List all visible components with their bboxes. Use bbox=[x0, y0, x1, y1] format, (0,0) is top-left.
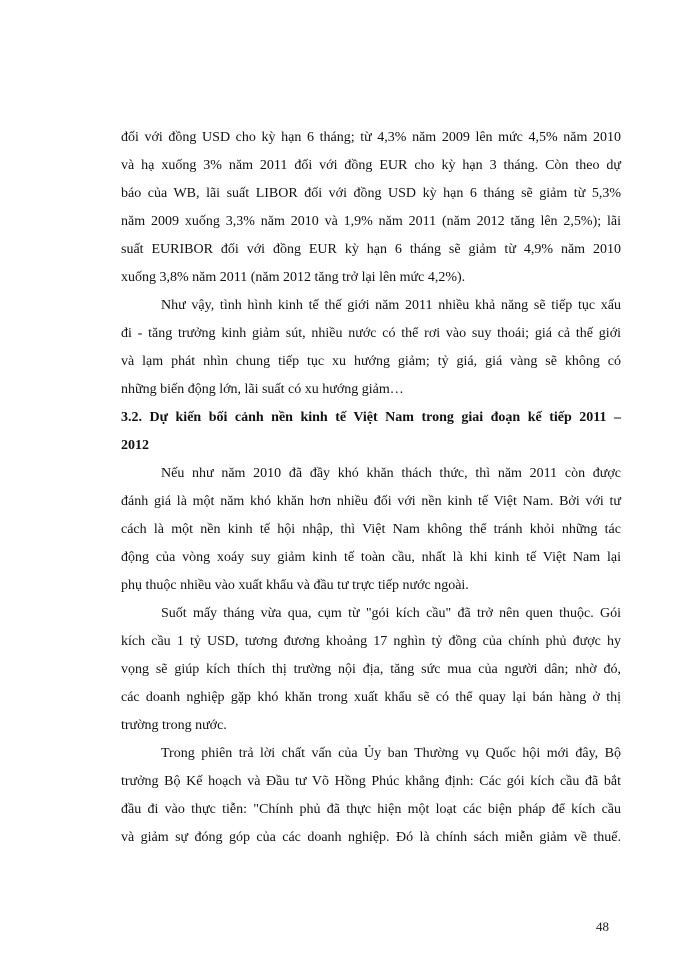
text-line: suất EURIBOR đối với đồng EUR kỳ hạn 6 tháng sẽ giảm từ 4,9% năm 2010 bbox=[121, 242, 621, 257]
text-line: và giảm sự đóng góp của các doanh nghiệp. Đó là chính sách miễn giảm về thuế. bbox=[121, 830, 621, 845]
text-line: đánh giá là một năm khó khăn hơn nhiều đối với nền kinh tế Việt Nam. Bởi với tư bbox=[121, 494, 621, 509]
text-line: cách là một nền kinh tế hội nhập, thì Việt Nam không thể tránh khỏi những tác bbox=[121, 522, 621, 537]
section-heading bbox=[121, 404, 621, 460]
text-line: đầu đi vào thực tiễn: "Chính phủ đã thực hiện một loạt các biện pháp để kích cầu bbox=[121, 802, 621, 817]
text-line: xuống 3,8% năm 2011 (năm 2012 tăng trở lại lên mức 4,2%). bbox=[121, 270, 466, 285]
paragraph-vietnam-challenges bbox=[121, 460, 621, 600]
paragraph-libor-forecast bbox=[121, 124, 621, 292]
text-line: và hạ xuống 3% năm 2011 đối với đồng EUR cho kỳ hạn 3 tháng. Còn theo dự bbox=[121, 158, 621, 173]
text-line: động của vòng xoáy suy giảm kinh tế toàn cầu, nhất là khi kinh tế Việt Nam lại bbox=[121, 550, 621, 565]
text-line: các doanh nghiệp gặp khó khăn trong xuất khẩu sẽ có thể quay lại bán hàng ở thị bbox=[121, 690, 621, 705]
text-line: đi - tăng trưởng kinh giảm sút, nhiều nước có thể rơi vào suy thoái; giá cả thế giới bbox=[121, 326, 621, 341]
text-line: Trong phiên trả lời chất vấn của Ủy ban Thường vụ Quốc hội mới đây, Bộ bbox=[161, 746, 621, 761]
text-line: trường trong nước. bbox=[121, 718, 227, 733]
text-line: Nếu như năm 2010 đã đầy khó khăn thách thức, thì năm 2011 còn được bbox=[161, 466, 621, 481]
paragraph-world-outlook bbox=[121, 292, 621, 404]
text-line: đối với đồng USD cho kỳ hạn 6 tháng; từ 4,3% năm 2009 lên mức 4,5% năm 2010 bbox=[121, 130, 621, 145]
page-number: 48 bbox=[596, 919, 609, 934]
paragraph-minister-statement bbox=[121, 740, 621, 852]
text-line: Suốt mấy tháng vừa qua, cụm từ "gói kích cầu" đã trở nên quen thuộc. Gói bbox=[161, 606, 621, 621]
text-line: những biến động lớn, lãi suất có xu hướng giảm… bbox=[121, 382, 404, 397]
text-line: vọng sẽ giúp kích thích thị trường nội địa, tăng sức mua của người dân; nhờ đó, bbox=[121, 662, 621, 677]
text-line: trưởng Bộ Kế hoạch và Đầu tư Võ Hồng Phúc khẳng định: Các gói kích cầu đã bắt bbox=[121, 774, 621, 789]
text-line: năm 2009 xuống 3,3% năm 2010 và 1,9% năm 2011 (năm 2012 tăng lên 2,5%); lãi bbox=[121, 214, 621, 229]
text-line: Như vậy, tình hình kinh tế thế giới năm 2011 nhiều khả năng sẽ tiếp tục xấu bbox=[161, 298, 621, 313]
text-line: phụ thuộc nhiều vào xuất khẩu và đầu tư trực tiếp nước ngoài. bbox=[121, 578, 469, 593]
heading-line: 2012 bbox=[121, 438, 149, 453]
text-line: kích cầu 1 tỷ USD, tương đương khoảng 17 nghìn tỷ đồng của chính phủ được hy bbox=[121, 634, 621, 649]
heading-line: 3.2. Dự kiến bối cảnh nền kinh tế Việt Nam trong giai đoạn kế tiếp 2011 – bbox=[121, 410, 621, 425]
document-body bbox=[121, 124, 621, 852]
text-line: báo của WB, lãi suất LIBOR đối với đồng USD kỳ hạn 6 tháng sẽ giảm từ 5,3% bbox=[121, 186, 621, 201]
paragraph-stimulus-package bbox=[121, 600, 621, 740]
text-line: và lạm phát nhìn chung tiếp tục xu hướng giảm; tỷ giá, giá vàng sẽ không có bbox=[121, 354, 621, 369]
